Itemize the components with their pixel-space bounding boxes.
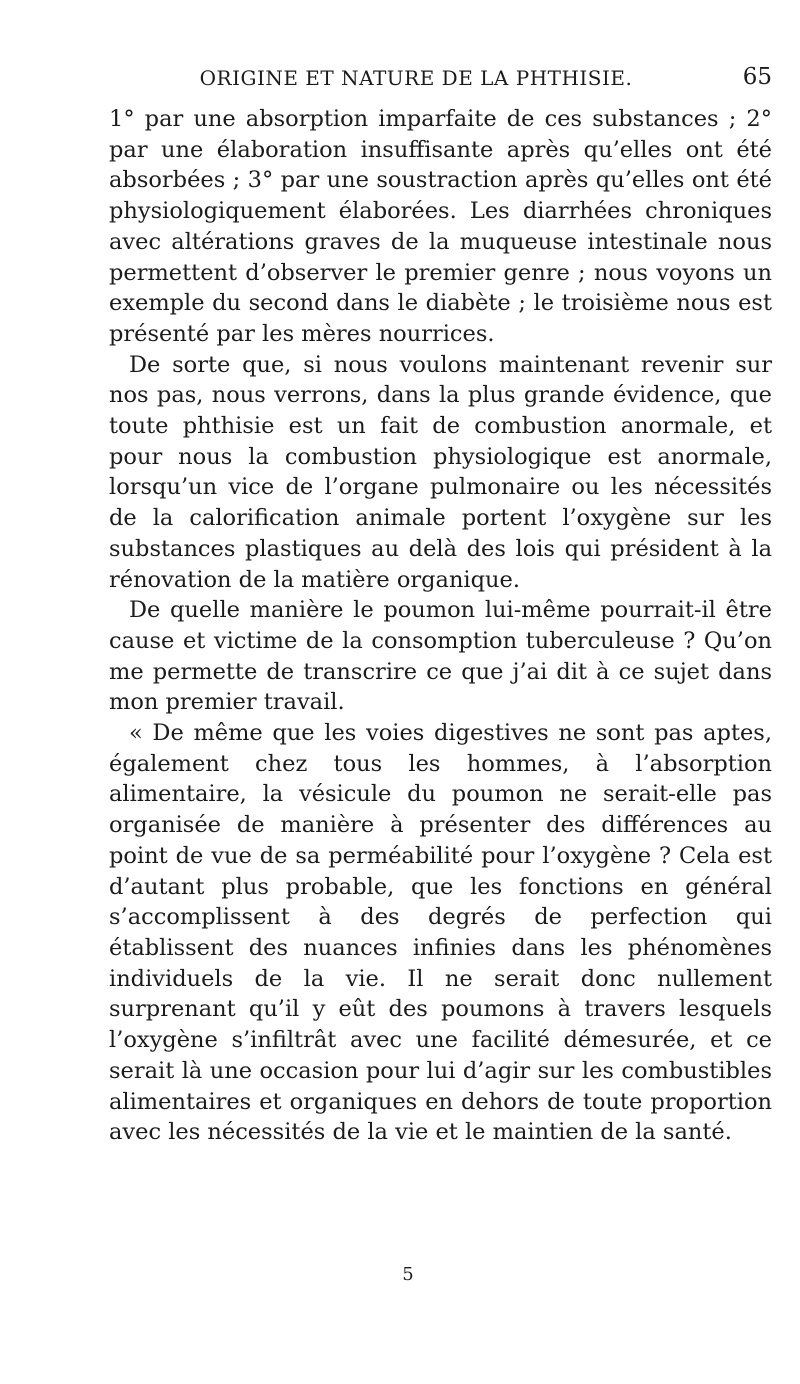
paragraph-2: De sorte que, si nous voulons maintenant revenir sur nos pas, nous verrons, dans la plus grande évidence, que toute phthisie est un fait de combustion anormale, et pour nous la combustion physiologique est anormale, lorsqu’un vice de l’organe pulmonaire ou les nécessités de la calorification animale portent l’oxygène sur les substances plastiques au delà des lois qui président à la rénovation de la matière organique. [109, 351, 772, 593]
paragraph-1: 1° par une absorption imparfaite de ces substances ; 2° par une élaboration insuffisante après qu’elles ont été absorbées ; 3° par une soustraction après qu’elles ont été physiologiquement élaborées. Les diarrhées chroniques avec altérations graves de la muqueuse intestinale nous permettent d’observer le premier genre ; nous voyons un exemple du second dans le diabète ; le troisième nous est présenté par les mères nourrices. [109, 106, 772, 347]
signature-mark: 5 [402, 1264, 414, 1285]
page-number: 65 [742, 64, 772, 90]
paragraph-3: De quelle manière le poumon lui-même pourrait-il être cause et victime de la consomption tuberculeuse ? Qu’on me permette de transcrire ce que j’ai dit à ce sujet dans mon premier travail. [109, 597, 772, 716]
running-title: ORIGINE ET NATURE DE LA PHTHISIE. [199, 66, 633, 90]
body-text [109, 104, 772, 1148]
running-head [110, 66, 772, 94]
paragraph-4-quotation: « De même que les voies digestives ne sont pas aptes, également chez tous les hommes, à l’absorption alimentaire, la vésicule du poumon ne serait-elle pas organisée de manière à présenter des différences au point de vue de sa perméabilité pour l’oxygène ? Cela est d’autant plus probable, que les fonctions en général s’accomplissent à des degrés de perfection qui établissent des nuances infinies dans les phénomènes individuels de la vie. Il ne serait donc nullement surprenant qu’il y eût des poumons à travers lesquels l’oxygène s’infiltrât avec une facilité démesurée, et ce serait là une occasion pour lui d’agir sur les combustibles alimentaires et organiques en dehors de toute proportion avec les nécessités de la vie et le maintien de la santé. [109, 720, 772, 1146]
